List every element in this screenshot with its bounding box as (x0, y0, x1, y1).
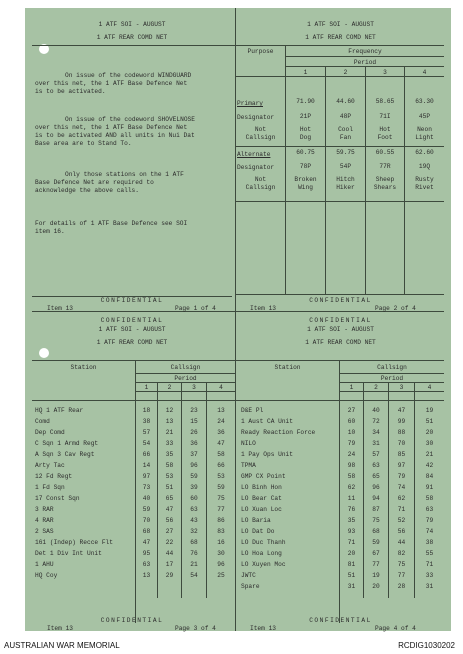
table-cell-callsign: 95 (142, 550, 151, 557)
table-row-station: 1 AHU (35, 561, 54, 568)
table-cell-callsign: 79 (425, 517, 434, 524)
table-row-station: 2 SAS (35, 528, 54, 535)
table-cell-callsign: 63 (425, 506, 434, 513)
table-cell-callsign: 51 (347, 572, 356, 579)
table-cell-callsign: 76 (190, 550, 198, 557)
table-row-station: Dep Comd (35, 429, 65, 436)
table-cell-callsign: 66 (217, 462, 225, 469)
table-cell-callsign: 60 (190, 495, 198, 502)
q4-confidential: CONFIDENTIAL (309, 617, 372, 624)
table-cell-callsign: 97 (142, 473, 151, 480)
table-row-station: LO Xuyen Moc (241, 561, 286, 568)
table-cell-callsign: 36 (190, 440, 198, 447)
table-cell-callsign: 58 (217, 451, 225, 458)
table-cell-callsign: 62 (347, 484, 356, 491)
q4-callsign-label: Callsign (377, 364, 407, 371)
table-cell-callsign: 24 (217, 418, 225, 425)
table-cell-callsign: 38 (142, 418, 151, 425)
table-row-station: Comd (35, 418, 50, 425)
table-cell-callsign: 87 (372, 506, 380, 513)
table-cell-callsign: 20 (347, 550, 356, 557)
table-cell-callsign: 36 (217, 429, 225, 436)
table-cell-callsign: 43 (190, 517, 198, 524)
table-cell-callsign: 51 (425, 418, 434, 425)
table-cell-callsign: 94 (372, 495, 380, 502)
q2-confidential: CONFIDENTIAL (309, 297, 372, 304)
table-cell-callsign: 77 (397, 572, 406, 579)
q3-callsign-label: Callsign (170, 364, 201, 371)
table-cell-callsign: 28 (397, 583, 406, 590)
table-cell-callsign: 35 (347, 517, 356, 524)
q3-confidential: CONFIDENTIAL (100, 617, 164, 624)
table-cell-callsign: 15 (190, 418, 198, 425)
table-row-station: 4 RAR (35, 517, 54, 524)
table-cell-callsign: 56 (165, 517, 174, 524)
table-cell-callsign: 68 (190, 539, 198, 546)
q2-subheader: 1 ATF REAR COMD NET (305, 34, 376, 41)
table-cell-callsign: 86 (217, 517, 225, 524)
table-row-station: LO Baria (241, 517, 271, 524)
table-row-station: HQ Coy (35, 572, 58, 579)
punch-hole-bottom (39, 348, 49, 358)
table-cell-callsign: 96 (372, 484, 380, 491)
table-cell-callsign: 91 (425, 484, 434, 491)
footer-id: RCDIG1030202 (398, 641, 455, 650)
table-row-station: LO Hoa Long (241, 550, 282, 557)
table-cell-callsign: 96 (217, 561, 225, 568)
table-cell-callsign: 17 (165, 561, 174, 568)
table-cell-callsign: 10 (347, 429, 356, 436)
q1-page: Page 1 of 4 (175, 305, 216, 312)
table-cell-callsign: 74 (397, 484, 406, 491)
table-cell-callsign: 44 (165, 550, 174, 557)
table-row-station: Ready Reaction Force (241, 429, 316, 436)
table-cell-callsign: 33 (165, 440, 174, 447)
table-cell-callsign: 70 (397, 440, 406, 447)
table-cell-callsign: 20 (372, 583, 380, 590)
q4-station-label: Station (274, 364, 301, 371)
table-row-station: 1 Pay Ops Unit (241, 451, 293, 458)
document-sheet: 1 ATF SOI - AUGUST 1 ATF REAR COMD NET On issue of the codeword WINDGUARD over this net, the 1 ATF Base Defence Net is to be activated. On issue of the codeword SHOVELNOSE over this net, the 1 ATF Base Defence Net is to be activated AND all units in Nui Dat Base area are to Stand To. Only those stations on the 1 ATF Base Defence Net are required to acknowledge the above calls. For details of 1 ATF Base Defence see SOI item 16. CONFIDENTIAL Item 13 Page 1 of 4 1 ATF SOI - AUGUST 1 ATF REAR COMD NET Purpose Frequency Period 1 2 3 4 Primary 71.90 44.60 58.65 63.30 Designator 21P 48P 71I 45P Not Callsign Hot Dog Cool Fan Hot Foot Neon Light Alternate 60.75 59.75 60.55 62.60 Designator 78P 54P 77R 19Q Not Callsign Broken Wing Hitch Hiker Sheep Shears Rusty Rivet CONFIDENTIAL Item 13 Page 2 of 4 CONFIDENTIAL 1 ATF SOI - AUGUST 1 ATF REAR COMD NET Station Callsign Period 1 2 3 4 HQ 1 ATF Rear 18 12 23 13 Comd 38 13 15 24 Dep Comd 57 21 26 36 C Sqn 1 Armd Regt 54 33 36 47 A Sqn 3 Cav Regt 66 35 37 58 Arty Tac 14 58 96 66 12 Fd Regt 97 53 59 53 1 Fd Sqn 73 51 39 59 17 Const Sqn 40 65 60 75 3 RAR 59 47 63 77 4 RAR 70 56 43 86 2 SAS 68 27 32 83 161 (Indep) Recce Flt 47 22 68 16 Det 1 Div Int Unit 95 44 76 30 1 AHU 63 17 21 96 HQ Coy 13 29 54 25 CONFIDENTIAL Item 13 Page 3 of 4 CONFIDENTIAL 1 ATF SOI - AUGUST 1 ATF REAR COMD NET Station Callsign Period 1 2 3 4 D&E Pl 27 40 47 19 1 Aust CA Unit 60 72 99 51 Ready Reaction Force 10 34 88 20 NILO 79 31 70 30 1 Pay Ops Unit 24 57 85 21 TPMA 98 63 97 42 GMP CX Point 58 65 79 84 LO Binh Hon 62 96 74 91 LO Bear Cat 11 94 62 58 LO Xuan Loc 76 87 71 63 LO Baria 35 75 52 79 LO Dat Do 93 68 56 74 LO Duc Thanh 71 59 44 38 LO Hoa Long 20 67 82 55 LO Xuyen Moc 81 77 75 71 JWTC 51 19 77 33 Spare 31 20 28 31 CONFIDENTIAL Item 13 Page 4 of 4 (25, 8, 451, 631)
table-cell-callsign: 84 (425, 473, 434, 480)
table-cell-callsign: 31 (347, 583, 356, 590)
table-cell-callsign: 58 (165, 462, 174, 469)
table-cell-callsign: 26 (190, 429, 198, 436)
table-cell-callsign: 74 (425, 528, 434, 535)
table-cell-callsign: 19 (372, 572, 380, 579)
table-cell-callsign: 31 (425, 583, 434, 590)
table-cell-callsign: 88 (397, 429, 406, 436)
table-cell-callsign: 70 (142, 517, 151, 524)
q3-item: Item 13 (47, 625, 73, 632)
table-cell-callsign: 12 (165, 407, 174, 414)
table-row-station: JWTC (241, 572, 256, 579)
table-cell-callsign: 18 (142, 407, 151, 414)
table-cell-callsign: 83 (217, 528, 225, 535)
q-top-rule (32, 45, 444, 46)
table-row-station: LO Duc Thanh (241, 539, 286, 546)
table-cell-callsign: 75 (397, 561, 406, 568)
q2-alternate-label: Alternate (237, 151, 271, 158)
table-cell-callsign: 13 (217, 407, 225, 414)
table-cell-callsign: 22 (165, 539, 174, 546)
table-cell-callsign: 21 (165, 429, 174, 436)
table-row-station: GMP CX Point (241, 473, 286, 480)
table-cell-callsign: 63 (372, 462, 380, 469)
table-cell-callsign: 34 (372, 429, 380, 436)
table-cell-callsign: 13 (142, 572, 151, 579)
table-cell-callsign: 75 (217, 495, 225, 502)
table-row-station: Det 1 Div Int Unit (35, 550, 102, 557)
q3-period-label: Period (174, 375, 197, 382)
q4-confidential-top: CONFIDENTIAL (309, 317, 372, 324)
table-cell-callsign: 51 (165, 484, 174, 491)
table-cell-callsign: 14 (142, 462, 151, 469)
table-row-station: 3 RAR (35, 506, 54, 513)
table-cell-callsign: 63 (190, 506, 198, 513)
table-cell-callsign: 73 (142, 484, 151, 491)
q1-header: 1 ATF SOI - AUGUST (98, 21, 166, 28)
table-row-station: 1 Fd Sqn (35, 484, 65, 491)
table-cell-callsign: 30 (217, 550, 225, 557)
table-row-station: Arty Tac (35, 462, 65, 469)
table-row-station: A Sqn 3 Cav Regt (35, 451, 95, 458)
table-cell-callsign: 38 (425, 539, 434, 546)
table-cell-callsign: 81 (347, 561, 356, 568)
table-cell-callsign: 59 (190, 473, 198, 480)
table-cell-callsign: 54 (142, 440, 151, 447)
table-row-station: TPMA (241, 462, 256, 469)
q4-header: 1 ATF SOI - AUGUST (307, 326, 374, 333)
table-cell-callsign: 59 (142, 506, 151, 513)
table-cell-callsign: 53 (217, 473, 225, 480)
table-cell-callsign: 39 (190, 484, 198, 491)
q2-purpose-label: Purpose (247, 48, 274, 55)
table-cell-callsign: 65 (372, 473, 380, 480)
table-row-station: 161 (Indep) Recce Flt (35, 539, 113, 546)
table-row-station: D&E Pl (241, 407, 264, 414)
table-cell-callsign: 42 (425, 462, 434, 469)
q3-subheader: 1 ATF REAR COMD NET (96, 339, 168, 346)
table-cell-callsign: 31 (372, 440, 380, 447)
table-cell-callsign: 52 (397, 517, 406, 524)
table-cell-callsign: 20 (425, 429, 434, 436)
q2-period-label: Period (353, 59, 377, 66)
table-cell-callsign: 57 (372, 451, 380, 458)
table-row-station: LO Bear Cat (241, 495, 282, 502)
q2-item: Item 13 (250, 305, 276, 312)
table-cell-callsign: 97 (397, 462, 406, 469)
q1-paragraph-2: On issue of the codeword SHOVELNOSE over this net, the 1 ATF Base Defence Net is to be activated AND all units in Nui Dat Base area are to Stand To. (35, 116, 195, 147)
table-cell-callsign: 60 (347, 418, 356, 425)
table-cell-callsign: 79 (347, 440, 356, 447)
table-cell-callsign: 29 (165, 572, 174, 579)
table-row-station: LO Binh Hon (241, 484, 282, 491)
table-cell-callsign: 58 (347, 473, 356, 480)
table-cell-callsign: 55 (425, 550, 434, 557)
table-cell-callsign: 40 (142, 495, 151, 502)
table-cell-callsign: 47 (217, 440, 225, 447)
table-row-station: C Sqn 1 Armd Regt (35, 440, 99, 447)
table-cell-callsign: 76 (347, 506, 356, 513)
table-cell-callsign: 35 (165, 451, 174, 458)
table-cell-callsign: 82 (397, 550, 406, 557)
q2-header: 1 ATF SOI - AUGUST (307, 21, 374, 28)
table-cell-callsign: 58 (425, 495, 434, 502)
table-cell-callsign: 27 (165, 528, 174, 535)
table-cell-callsign: 33 (425, 572, 434, 579)
q2-page: Page 2 of 4 (375, 305, 416, 312)
table-cell-callsign: 53 (165, 473, 174, 480)
table-cell-callsign: 77 (372, 561, 380, 568)
table-row-station: HQ 1 ATF Rear (35, 407, 84, 414)
table-cell-callsign: 62 (397, 495, 406, 502)
q4-subheader: 1 ATF REAR COMD NET (305, 339, 376, 346)
table-cell-callsign: 65 (165, 495, 174, 502)
table-cell-callsign: 59 (372, 539, 380, 546)
table-cell-callsign: 27 (347, 407, 356, 414)
q3-page: Page 3 of 4 (175, 625, 216, 632)
table-cell-callsign: 85 (397, 451, 406, 458)
q2-designator-label: Designator (237, 114, 275, 121)
q2-frequency-label: Frequency (348, 48, 382, 55)
table-row-station: 17 Const Sqn (35, 495, 80, 502)
table-cell-callsign: 72 (372, 418, 380, 425)
table-cell-callsign: 77 (217, 506, 225, 513)
q3-header: 1 ATF SOI - AUGUST (98, 326, 166, 333)
table-cell-callsign: 21 (425, 451, 434, 458)
table-cell-callsign: 54 (190, 572, 198, 579)
table-cell-callsign: 79 (397, 473, 406, 480)
table-cell-callsign: 40 (372, 407, 380, 414)
table-row-station: 1 Aust CA Unit (241, 418, 293, 425)
table-cell-callsign: 13 (165, 418, 174, 425)
table-cell-callsign: 37 (190, 451, 198, 458)
q4-period-label: Period (380, 375, 404, 382)
table-cell-callsign: 30 (425, 440, 434, 447)
q1-paragraph-4: For details of 1 ATF Base Defence see SOI item 16. (35, 220, 188, 235)
table-cell-callsign: 25 (217, 572, 225, 579)
table-row-station: 12 Fd Regt (35, 473, 73, 480)
table-cell-callsign: 56 (397, 528, 406, 535)
table-cell-callsign: 19 (425, 407, 434, 414)
table-cell-callsign: 63 (142, 561, 151, 568)
q4-item: Item 13 (250, 625, 276, 632)
table-cell-callsign: 32 (190, 528, 198, 535)
table-cell-callsign: 68 (142, 528, 151, 535)
table-cell-callsign: 47 (165, 506, 174, 513)
table-cell-callsign: 57 (142, 429, 151, 436)
q4-page: Page 4 of 4 (375, 625, 416, 632)
q1-paragraph-1: On issue of the codeword WINDGUARD over this net, the 1 ATF Base Defence Net is to be activated. (35, 72, 192, 95)
q2-primary-label: Primary (237, 100, 263, 107)
table-cell-callsign: 75 (372, 517, 380, 524)
table-cell-callsign: 99 (397, 418, 406, 425)
q3-confidential-top: CONFIDENTIAL (100, 317, 164, 324)
table-row-station: LO Xuan Loc (241, 506, 282, 513)
q1-item: Item 13 (47, 305, 73, 312)
q1-subheader: 1 ATF REAR COMD NET (96, 34, 168, 41)
table-cell-callsign: 16 (217, 539, 225, 546)
table-row-station: Spare (241, 583, 260, 590)
table-cell-callsign: 96 (190, 462, 198, 469)
table-cell-callsign: 44 (397, 539, 406, 546)
q1-paragraph-3: Only those stations on the 1 ATF Base Defence Net are required to acknowledge the above calls. (35, 171, 184, 194)
table-cell-callsign: 71 (347, 539, 356, 546)
center-divider (235, 8, 236, 631)
table-cell-callsign: 47 (397, 407, 406, 414)
table-cell-callsign: 71 (425, 561, 434, 568)
table-cell-callsign: 66 (142, 451, 151, 458)
table-cell-callsign: 47 (142, 539, 151, 546)
table-cell-callsign: 23 (190, 407, 198, 414)
table-cell-callsign: 59 (217, 484, 225, 491)
table-cell-callsign: 21 (190, 561, 198, 568)
table-cell-callsign: 71 (397, 506, 406, 513)
footer-source: AUSTRALIAN WAR MEMORIAL (4, 641, 120, 650)
q3-station-label: Station (70, 364, 97, 371)
q1-confidential: CONFIDENTIAL (100, 297, 164, 304)
table-cell-callsign: 68 (372, 528, 380, 535)
table-cell-callsign: 67 (372, 550, 380, 557)
table-cell-callsign: 24 (347, 451, 356, 458)
table-row-station: LO Dat Do (241, 528, 275, 535)
table-cell-callsign: 98 (347, 462, 356, 469)
table-cell-callsign: 93 (347, 528, 356, 535)
table-row-station: NILO (241, 440, 256, 447)
table-cell-callsign: 11 (347, 495, 356, 502)
